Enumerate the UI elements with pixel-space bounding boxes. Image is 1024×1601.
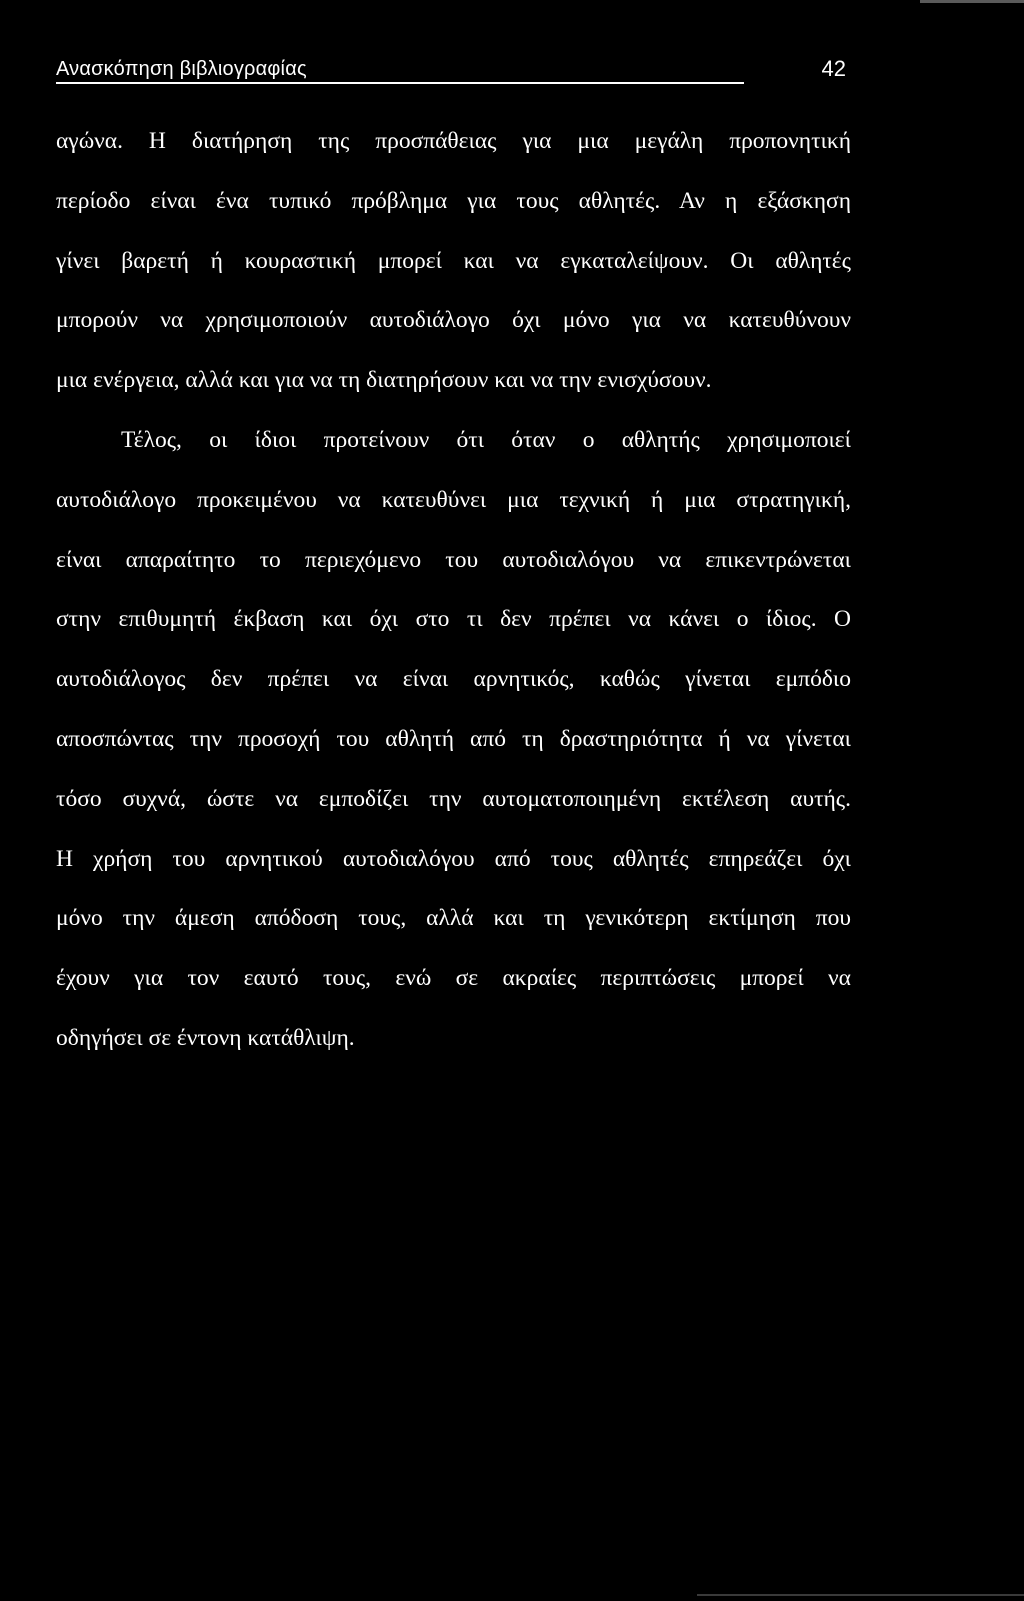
paragraph-first-line: Τέλος, οι ίδιοι προτείνουν ότι όταν ο αθλητής χρησιμοποιεί <box>121 426 851 453</box>
body-text <box>56 119 851 1076</box>
header-rule <box>56 82 744 84</box>
page-header <box>56 56 846 92</box>
scan-top-edge <box>920 0 1024 3</box>
running-title: Ανασκόπηση βιβλιογραφίας <box>56 58 307 80</box>
text-line: αποσπώντας την προσοχή του αθλητή από τη δραστηριότητα ή να γίνεται <box>56 725 851 752</box>
text-line: μόνο την άμεση απόδοση τους, αλλά και τη γενικότερη εκτίμηση που <box>56 905 851 932</box>
scan-bottom-edge <box>697 1594 1024 1596</box>
text-line: αυτοδιάλογος δεν πρέπει να είναι αρνητικός, καθώς γίνεται εμπόδιο <box>56 666 851 693</box>
text-line: έχουν για τον εαυτό τους, ενώ σε ακραίες περιπτώσεις μπορεί να <box>56 965 851 992</box>
text-line: αγώνα. Η διατήρηση της προσπάθειας για μια μεγάλη προπονητική <box>56 128 851 154</box>
text-line: είναι απαραίτητο το περιεχόμενο του αυτοδιαλόγου να επικεντρώνεται <box>56 546 851 573</box>
text-line: περίοδο είναι ένα τυπικό πρόβλημα για τους αθλητές. Αν η εξάσκηση <box>56 187 851 214</box>
page-number: 42 <box>821 56 846 81</box>
text-line: αυτοδιάλογο προκειμένου να κατευθύνει μια τεχνική ή μια στρατηγική, <box>56 486 851 513</box>
text-line: γίνει βαρετή ή κουραστική μπορεί και να εγκαταλείψουν. Οι αθλητές <box>56 247 851 274</box>
text-line: μπορούν να χρησιμοποιούν αυτοδιάλογο όχι μόνο για να κατευθύνουν <box>56 307 851 334</box>
paragraph-last-line: οδηγήσει σε έντονη κατάθλιψη. <box>56 1024 355 1051</box>
text-line: στην επιθυμητή έκβαση και όχι στο τι δεν πρέπει να κάνει ο ίδιος. Ο <box>56 606 851 633</box>
text-line: μια ενέργεια, αλλά και για να τη διατηρήσουν και να την ενισχύσουν. <box>56 367 712 394</box>
text-line: Η χρήση του αρνητικού αυτοδιαλόγου από τους αθλητές επηρεάζει όχι <box>56 845 851 872</box>
text-line: τόσο συχνά, ώστε να εμποδίζει την αυτοματοποιημένη εκτέλεση αυτής. <box>56 785 851 812</box>
